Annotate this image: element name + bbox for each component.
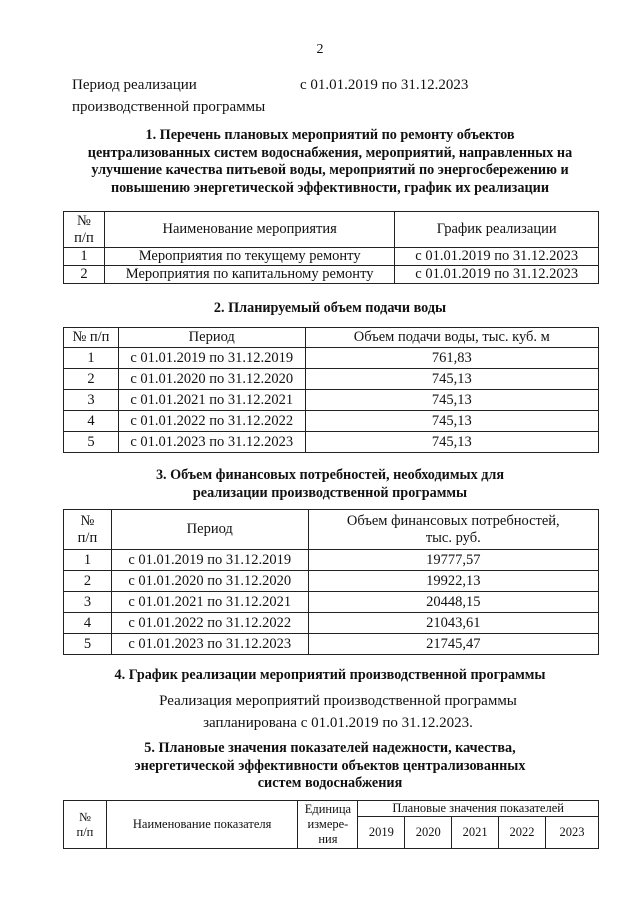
row-num: 4 bbox=[64, 411, 119, 432]
row-num: 1 bbox=[64, 550, 112, 571]
num-header-line1: № bbox=[78, 809, 91, 824]
table-row bbox=[64, 348, 599, 369]
row-schedule: с 01.01.2019 по 31.12.2023 bbox=[395, 266, 599, 284]
table-row bbox=[64, 369, 599, 390]
section5-table bbox=[63, 800, 599, 849]
section1-title-line: улучшение качества питьевой воды, мероприятий по энергосбережению и bbox=[91, 162, 569, 178]
row-num: 5 bbox=[64, 432, 119, 453]
table-row bbox=[64, 613, 599, 634]
num-header-line1: № bbox=[77, 212, 91, 229]
row-period: с 01.01.2021 по 31.12.2021 bbox=[111, 592, 308, 613]
table-row bbox=[64, 432, 599, 453]
row-num: 3 bbox=[64, 592, 112, 613]
section5-title-line: систем водоснабжения bbox=[257, 775, 403, 791]
row-period: с 01.01.2019 по 31.12.2019 bbox=[111, 550, 308, 571]
section5-title bbox=[40, 740, 620, 793]
section5-title-line: 5. Плановые значения показателей надежности, качества, bbox=[144, 740, 516, 756]
col-volume-header: Объем подачи воды, тыс. куб. м bbox=[305, 328, 598, 348]
col-period-header: Период bbox=[118, 328, 305, 348]
period-label-line2: производственной программы bbox=[72, 99, 266, 115]
section1-title-line: повышению энергетической эффективности, график их реализации bbox=[111, 179, 549, 196]
col-planned-header: Плановые значения показателей bbox=[358, 801, 599, 817]
row-volume: 745,13 bbox=[305, 432, 598, 453]
col-num-header bbox=[64, 801, 107, 849]
num-header-line2: п/п bbox=[77, 529, 98, 546]
row-schedule: с 01.01.2019 по 31.12.2023 bbox=[395, 248, 599, 266]
table-row bbox=[64, 571, 599, 592]
finance-header-line1: Объем финансовых потребностей, bbox=[346, 512, 560, 529]
table-row bbox=[64, 248, 599, 266]
section4-text-line2: запланирована с 01.01.2019 по 31.12.2023. bbox=[203, 715, 473, 731]
col-unit-header bbox=[298, 801, 358, 849]
unit-header-line2: измере- bbox=[307, 817, 349, 831]
section4-text bbox=[48, 690, 628, 734]
table-row bbox=[64, 550, 599, 571]
row-num: 2 bbox=[64, 369, 119, 390]
section1-title-line: 1. Перечень плановых мероприятий по ремонту объектов bbox=[145, 127, 515, 143]
table-row bbox=[64, 390, 599, 411]
num-header-line2: п/п bbox=[74, 229, 94, 246]
section4-text-line1: Реализация мероприятий производственной программы bbox=[159, 693, 517, 709]
period-label bbox=[72, 74, 292, 118]
row-name: Мероприятия по текущему ремонту bbox=[104, 248, 394, 266]
num-header-line2: п/п bbox=[76, 824, 94, 839]
row-period: с 01.01.2020 по 31.12.2020 bbox=[118, 369, 305, 390]
section2-table bbox=[63, 327, 599, 453]
col-num-header bbox=[64, 212, 105, 248]
row-period: с 01.01.2022 по 31.12.2022 bbox=[111, 613, 308, 634]
row-period: с 01.01.2023 по 31.12.2023 bbox=[118, 432, 305, 453]
row-period: с 01.01.2019 по 31.12.2019 bbox=[118, 348, 305, 369]
col-indicator-header: Наименование показателя bbox=[106, 801, 298, 849]
col-finance-header bbox=[308, 510, 598, 550]
row-period: с 01.01.2023 по 31.12.2023 bbox=[111, 634, 308, 655]
section4-title: 4. График реализации мероприятий производственной программы bbox=[114, 667, 546, 683]
row-amount: 19922,13 bbox=[308, 571, 598, 592]
row-volume: 745,13 bbox=[305, 369, 598, 390]
col-year-header: 2021 bbox=[452, 817, 499, 849]
section3-title bbox=[40, 467, 620, 502]
section1-title bbox=[40, 127, 620, 197]
col-num-header bbox=[64, 510, 112, 550]
row-amount: 21043,61 bbox=[308, 613, 598, 634]
row-num: 2 bbox=[64, 571, 112, 592]
period-value: с 01.01.2019 по 31.12.2023 bbox=[300, 77, 469, 93]
finance-header-line2: тыс. руб. bbox=[425, 529, 481, 546]
row-num: 1 bbox=[64, 248, 105, 266]
row-volume: 761,83 bbox=[305, 348, 598, 369]
section3-title-line: реализации производственной программы bbox=[192, 484, 468, 501]
col-year-header: 2019 bbox=[358, 817, 405, 849]
row-num: 3 bbox=[64, 390, 119, 411]
unit-header-line3: ния bbox=[318, 832, 338, 846]
section1-table bbox=[63, 211, 599, 284]
row-period: с 01.01.2020 по 31.12.2020 bbox=[111, 571, 308, 592]
col-num-header: № п/п bbox=[64, 328, 119, 348]
row-num: 2 bbox=[64, 266, 105, 284]
col-year-header: 2020 bbox=[405, 817, 452, 849]
row-volume: 745,13 bbox=[305, 411, 598, 432]
table-row bbox=[64, 266, 599, 284]
row-amount: 21745,47 bbox=[308, 634, 598, 655]
row-volume: 745,13 bbox=[305, 390, 598, 411]
row-amount: 20448,15 bbox=[308, 592, 598, 613]
row-num: 5 bbox=[64, 634, 112, 655]
section5-title-line: энергетической эффективности объектов централизованных bbox=[134, 757, 526, 774]
table-row bbox=[64, 634, 599, 655]
col-year-header: 2023 bbox=[546, 817, 599, 849]
unit-header-line1: Единица bbox=[304, 802, 352, 816]
row-period: с 01.01.2022 по 31.12.2022 bbox=[118, 411, 305, 432]
section1-title-line: централизованных систем водоснабжения, мероприятий, направленных на bbox=[87, 144, 573, 161]
col-name-header: Наименование мероприятия bbox=[104, 212, 394, 248]
page-number: 2 bbox=[316, 42, 324, 57]
col-year-header: 2022 bbox=[499, 817, 546, 849]
row-num: 1 bbox=[64, 348, 119, 369]
col-period-header: Период bbox=[111, 510, 308, 550]
row-period: с 01.01.2021 по 31.12.2021 bbox=[118, 390, 305, 411]
row-num: 4 bbox=[64, 613, 112, 634]
col-schedule-header: График реализации bbox=[395, 212, 599, 248]
period-label-line1: Период реализации bbox=[72, 77, 197, 93]
section2-title: 2. Планируемый объем подачи воды bbox=[213, 300, 447, 316]
num-header-line1: № bbox=[80, 512, 95, 529]
section3-table bbox=[63, 509, 599, 655]
section3-title-line: 3. Объем финансовых потребностей, необходимых для bbox=[155, 467, 505, 483]
row-amount: 19777,57 bbox=[308, 550, 598, 571]
table-row bbox=[64, 592, 599, 613]
row-name: Мероприятия по капитальному ремонту bbox=[104, 266, 394, 284]
table-row bbox=[64, 411, 599, 432]
